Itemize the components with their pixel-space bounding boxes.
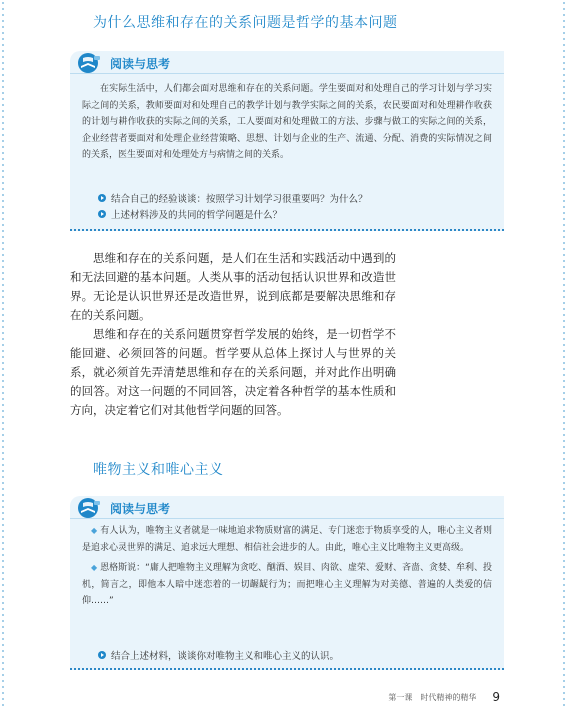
box-dotted-divider: [70, 668, 504, 670]
diamond-bullet-icon: ◆: [91, 526, 98, 535]
box-header: [70, 496, 504, 520]
box-quotes: [82, 523, 492, 614]
box-header-divider: [70, 73, 504, 74]
quote-item: [82, 560, 492, 610]
play-bullet-icon: [98, 651, 106, 659]
question-list: [98, 647, 490, 663]
box-dotted-divider: [70, 229, 504, 231]
question-item: [98, 190, 490, 206]
question-item: [98, 206, 490, 222]
page-number: 9: [492, 690, 500, 704]
reading-thinking-box: [70, 51, 504, 231]
reading-thinking-box: [70, 496, 504, 670]
box-header: [70, 51, 504, 75]
question-list: [98, 190, 490, 222]
section-heading: 唯物主义和唯心主义: [93, 462, 224, 478]
box-paragraph: 在实际生活中，人们都会面对思维和存在的关系问题。学生要面对和处理自己的学习计划与学习实际之间的关系，教师要面对和处理自己的教学计划与教学实际之间的关系，农民要面对和处理耕作收获的计划与耕作收获的实际之间的关系，工人要面对和处理做工的方法、步骤与做工的实际之间的关系，企业经营者要面对和处理企业经营策略、思想、计划与企业的生产、流通、分配、消费的实际情况之间的关系，医生要面对和处理处方与病情之间的关系。: [82, 84, 492, 160]
question-text: 结合上述材料，谈谈你对唯物主义和唯心主义的认识。: [111, 651, 340, 662]
box-header-divider: [70, 518, 504, 519]
box-title: 阅读与思考: [110, 501, 171, 516]
body-text: [70, 249, 396, 420]
diamond-bullet-icon: ◆: [91, 563, 98, 572]
reading-book-icon: [76, 52, 102, 74]
page-border-right: [561, 0, 567, 708]
play-bullet-icon: [98, 210, 106, 218]
question-text: 上述材料涉及的共同的哲学问题是什么？: [111, 210, 283, 221]
question-text: 结合自己的经验谈谈：按照学习计划学习很重要吗？为什么？: [111, 194, 368, 205]
box-title: 阅读与思考: [110, 56, 171, 71]
page-footer: [388, 690, 500, 704]
quote-item: [82, 523, 492, 556]
body-paragraph: 思维和存在的关系问题贯穿哲学发展的始终，是一切哲学不能回避、必须回答的问题。哲学要从总体上探讨人与世界的关系，就必须首先弄清楚思维和存在的关系问题，并对此作出明确的回答。对这一问题的不同回答，决定着各种哲学的基本性质和方向，决定着它们对其他哲学问题的回答。: [70, 327, 396, 417]
quote-text: 恩格斯说：“庸人把唯物主义理解为贪吃、酗酒、娱目、肉欲、虚荣、爱财、吝啬、贪婪、牟利、投机，简言之，即他本人暗中迷恋着的一切龌龊行为；而把唯心主义理解为对美德、普遍的人类爱的信仰……”: [82, 563, 492, 606]
question-item: [98, 647, 490, 663]
body-paragraph: 思维和存在的关系问题，是人们在生活和实践活动中遇到的和无法回避的基本问题。人类从事的活动包括认识世界和改造世界。无论是认识世界还是改造世界，说到底都是要解决思维和存在的关系问题。: [70, 251, 396, 322]
chapter-title: 第一课 时代精神的精华: [388, 692, 477, 702]
reading-book-icon: [76, 497, 102, 519]
page-border-left: [0, 0, 6, 708]
quote-text: 有人认为，唯物主义者就是一味地追求物质财富的满足、专门迷恋于物质享受的人，唯心主义者则是追求心灵世界的满足、追求远大理想、相信社会进步的人。由此，唯心主义比唯物主义更高级。: [82, 526, 492, 553]
section-heading: 为什么思维和存在的关系问题是哲学的基本问题: [93, 15, 398, 31]
play-bullet-icon: [98, 194, 106, 202]
